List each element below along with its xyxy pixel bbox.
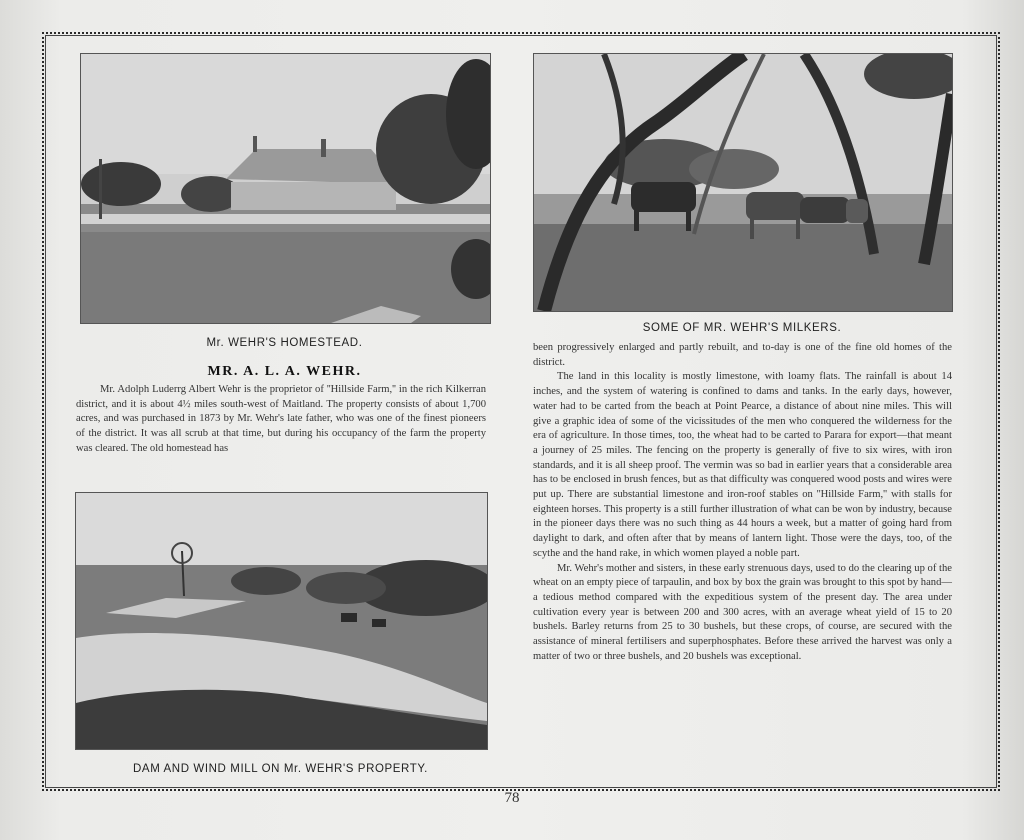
article-right-column (533, 341, 952, 664)
dam-caption: DAM AND WIND MILL ON Mr. WEHR'S PROPERTY. (133, 763, 428, 775)
article-paragraph: Mr. Adolph Luderrg Albert Wehr is the proprietor of ''Hillside Farm,'' in the rich Kilkerran district, and it is about 4½ miles south-west of Maitland. The property consists of about 1,700 acres, and was purchased in 1873 by Mr. Wehr's late father, who was one of the finest pioneers of the district. It was all scrub at that time, but during his occupancy of the farm the property was cleared. The old homestead has (76, 384, 486, 454)
article-paragraph: been progressively enlarged and partly rebuilt, and to-day is one of the fine old homes of the district. (533, 342, 952, 368)
dam-windmill-photo (75, 492, 488, 750)
milkers-photo (533, 53, 953, 312)
milkers-caption: SOME OF MR. WEHR'S MILKERS. (642, 322, 842, 334)
page-number: 78 (504, 790, 520, 806)
homestead-caption: Mr. WEHR'S HOMESTEAD. (206, 337, 363, 349)
article-paragraph: Mr. Wehr's mother and sisters, in these early strenuous days, used to do the clearing up of the wheat on an empty piece of tarpaulin, and box by box the grain was brought to this spot by hand—a tedious method compared with the expeditious system of the present day. The area under cultivation every year is between 200 and 300 acres, with an average wheat yield of 15 to 20 bushels. Barley returns from 25 to 30 bushels, but these crops, of course, are secured with the assistance of mineral fertilisers and superphosphates. Before these arrived the harvest was only a matter of two or three bushels, and 20 bushels was exceptional. (533, 562, 952, 662)
article-left-column (76, 383, 486, 457)
article-paragraph: The land in this locality is mostly limestone, with loamy flats. The rainfall is about 14 inches, and the system of watering is confined to dams and tanks. In the early days, however, water had to be carted from the beach at Point Pearce, a distance of about nine miles. This will give a graphic idea of some of the vicissitudes of the men who conquered the wilderness for the era of agriculture. In those times, too, the wheat had to be carted to Parara for export—that meant a journey of 25 miles. The fencing on the property is generally of five to six wires, with iron standards, and it is all sheep proof. The vermin was so bad in earlier years that a considerable area has to be enclosed in brush fences, but as that difficulty was conquered wood posts and wires were put up. There are substantial limestone and iron-roof stables on ''Hillside Farm,'' with stalls for eighteen horses. This property is a still further illustration of what can be won by industry, because in the pioneer days there was no such thing as 44 hours a week, but a matter of going hard from daylight to dark, and often after that by means of lantern light. Those were the days, too, of the scythe and the hand rake, in which women played a noble part. (533, 371, 952, 559)
article-title: MR. A. L. A. WEHR. (207, 364, 362, 379)
homestead-photo (80, 53, 491, 324)
